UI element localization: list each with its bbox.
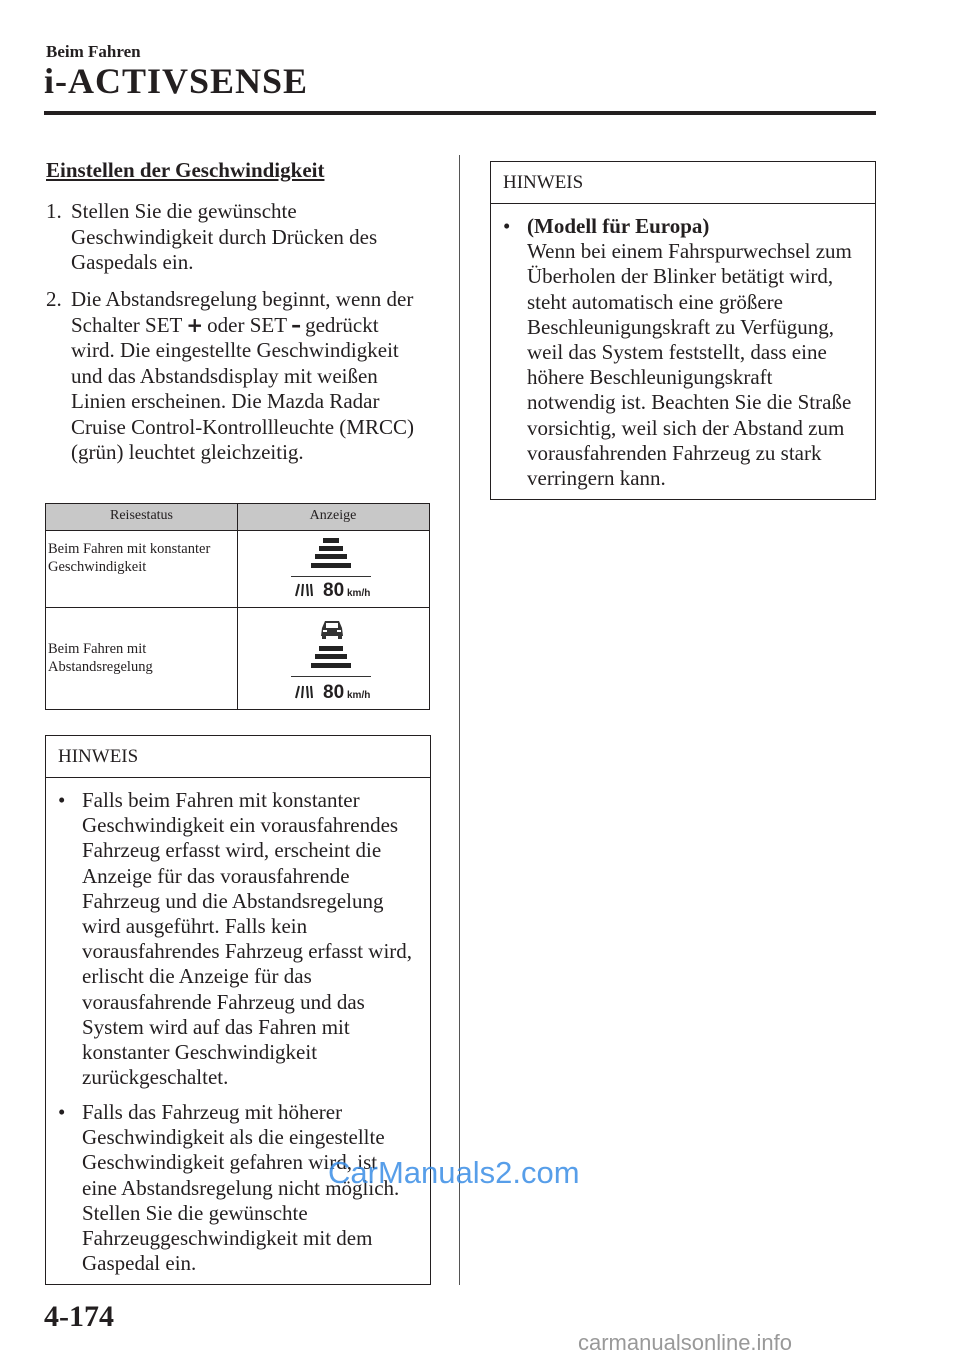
note-box-1 [45,735,431,1285]
bullet-icon: • [58,1100,66,1124]
note-title: HINWEIS [503,172,584,193]
distance-display-constant [291,538,371,602]
distance-bar [319,546,343,551]
speed-unit: km/h [347,690,371,701]
step-text-part-b: oder SET [207,312,288,337]
step-text-part-c: gedrückt wird. Die eingestellte Geschwindigkeit und das Abstandsdisplay mit weißen Linien erscheinen. Die Mazda Radar Cruise Control-Kontrollleuchte (MRCC) (grün) leuchtet gleichzeitig. [71,312,414,464]
step-2 [46,287,416,466]
car-ahead-icon [319,618,345,640]
column-divider [459,155,460,1285]
distance-bar [323,538,339,543]
speed-value: 80 [323,580,345,601]
table-row-status: Beim Fahren mit konstanter Geschwindigkeit [48,541,211,575]
set-minus-icon: – [291,312,302,337]
speed-unit: km/h [347,588,371,599]
chapter-title: i-ACTIVSENSE [44,61,309,101]
bullet-icon: • [58,788,66,812]
table-row-rule [46,607,429,608]
note-bullet [503,214,858,491]
distance-bar [319,646,343,651]
bullet-body: Wenn bei einem Fahrspurwechsel zum Überholen der Blinker betätigt wird, steht automatisch eine größere Beschleunigungskraft zu Verfügung, weil das System feststellt, dass eine höhere Beschleunigungskraft notwendig ist. Beachten Sie die Straße vorsichtig, weil sich der Abstand zum vorausfahrenden Fahrzeug zu stark verringern kann. [527,239,852,491]
note-separator [46,777,430,778]
table-header-status: Reisestatus [110,508,173,523]
note-title: HINWEIS [58,746,139,767]
display-baseline [291,676,371,677]
note-bullet [58,788,413,1090]
table-header-display: Anzeige [309,508,357,523]
distance-bar [311,663,351,668]
table-row-status: Beim Fahren mit Abstandsregelung [48,641,153,675]
step-text-part-a: Die Abstandsregelung beginnt, wenn der Schalter SET [71,287,414,337]
distance-bar [315,554,347,559]
distance-bar [311,563,351,568]
note-box-2 [490,161,876,500]
watermark-center: CarManuals2.com [328,1155,580,1190]
sub-heading: Einstellen der Geschwindigkeit [46,158,325,182]
bullet-text: Falls das Fahrzeug mit höherer Geschwindigkeit als die eingestellte Geschwindigkeit gefahren wird, ist eine Abstandsregelung nicht möglich. Stellen Sie die gewünschte Fahrzeuggeschwindigkeit mit dem Gaspedal ein. [82,1100,400,1276]
cruise-indicator-icon [295,684,313,700]
cruise-indicator-icon [295,582,313,598]
bullet-icon: • [503,214,511,238]
speed-value: 80 [323,682,345,703]
status-table [45,503,430,710]
distance-display-following [291,618,371,708]
set-plus-icon: + [186,312,204,337]
bullet-heading: (Modell für Europa) [527,214,710,238]
step-text: Stellen Sie die gewünschte Geschwindigkeit durch Drücken des Gaspedals ein. [71,199,378,274]
step-number: 1. [46,199,62,223]
watermark-footer: carmanualsonline.info [578,1330,793,1355]
step-text [71,287,416,466]
display-baseline [291,576,371,577]
section-label: Beim Fahren [46,42,141,61]
distance-bar [315,654,347,659]
bullet-text [527,214,858,491]
step-number: 2. [46,287,62,311]
page-number: 4-174 [44,1300,114,1333]
bullet-text: Falls beim Fahren mit konstanter Geschwindigkeit ein vorausfahrendes Fahrzeug erfasst wird, erscheint die Anzeige für das vorausfahrende Fahrzeug und die Abstandsregelung wird ausgeführt. Falls kein vorausfahrendes Fahrzeug erfasst wird, erlischt die Anzeige für das vorausfahrende Fahrzeug und das System wird auf das Fahren mit konstanter Geschwindigkeit zurückgeschaltet. [82,788,413,1090]
note-separator [491,203,875,204]
step-1 [46,199,416,276]
header-rule [44,111,876,115]
